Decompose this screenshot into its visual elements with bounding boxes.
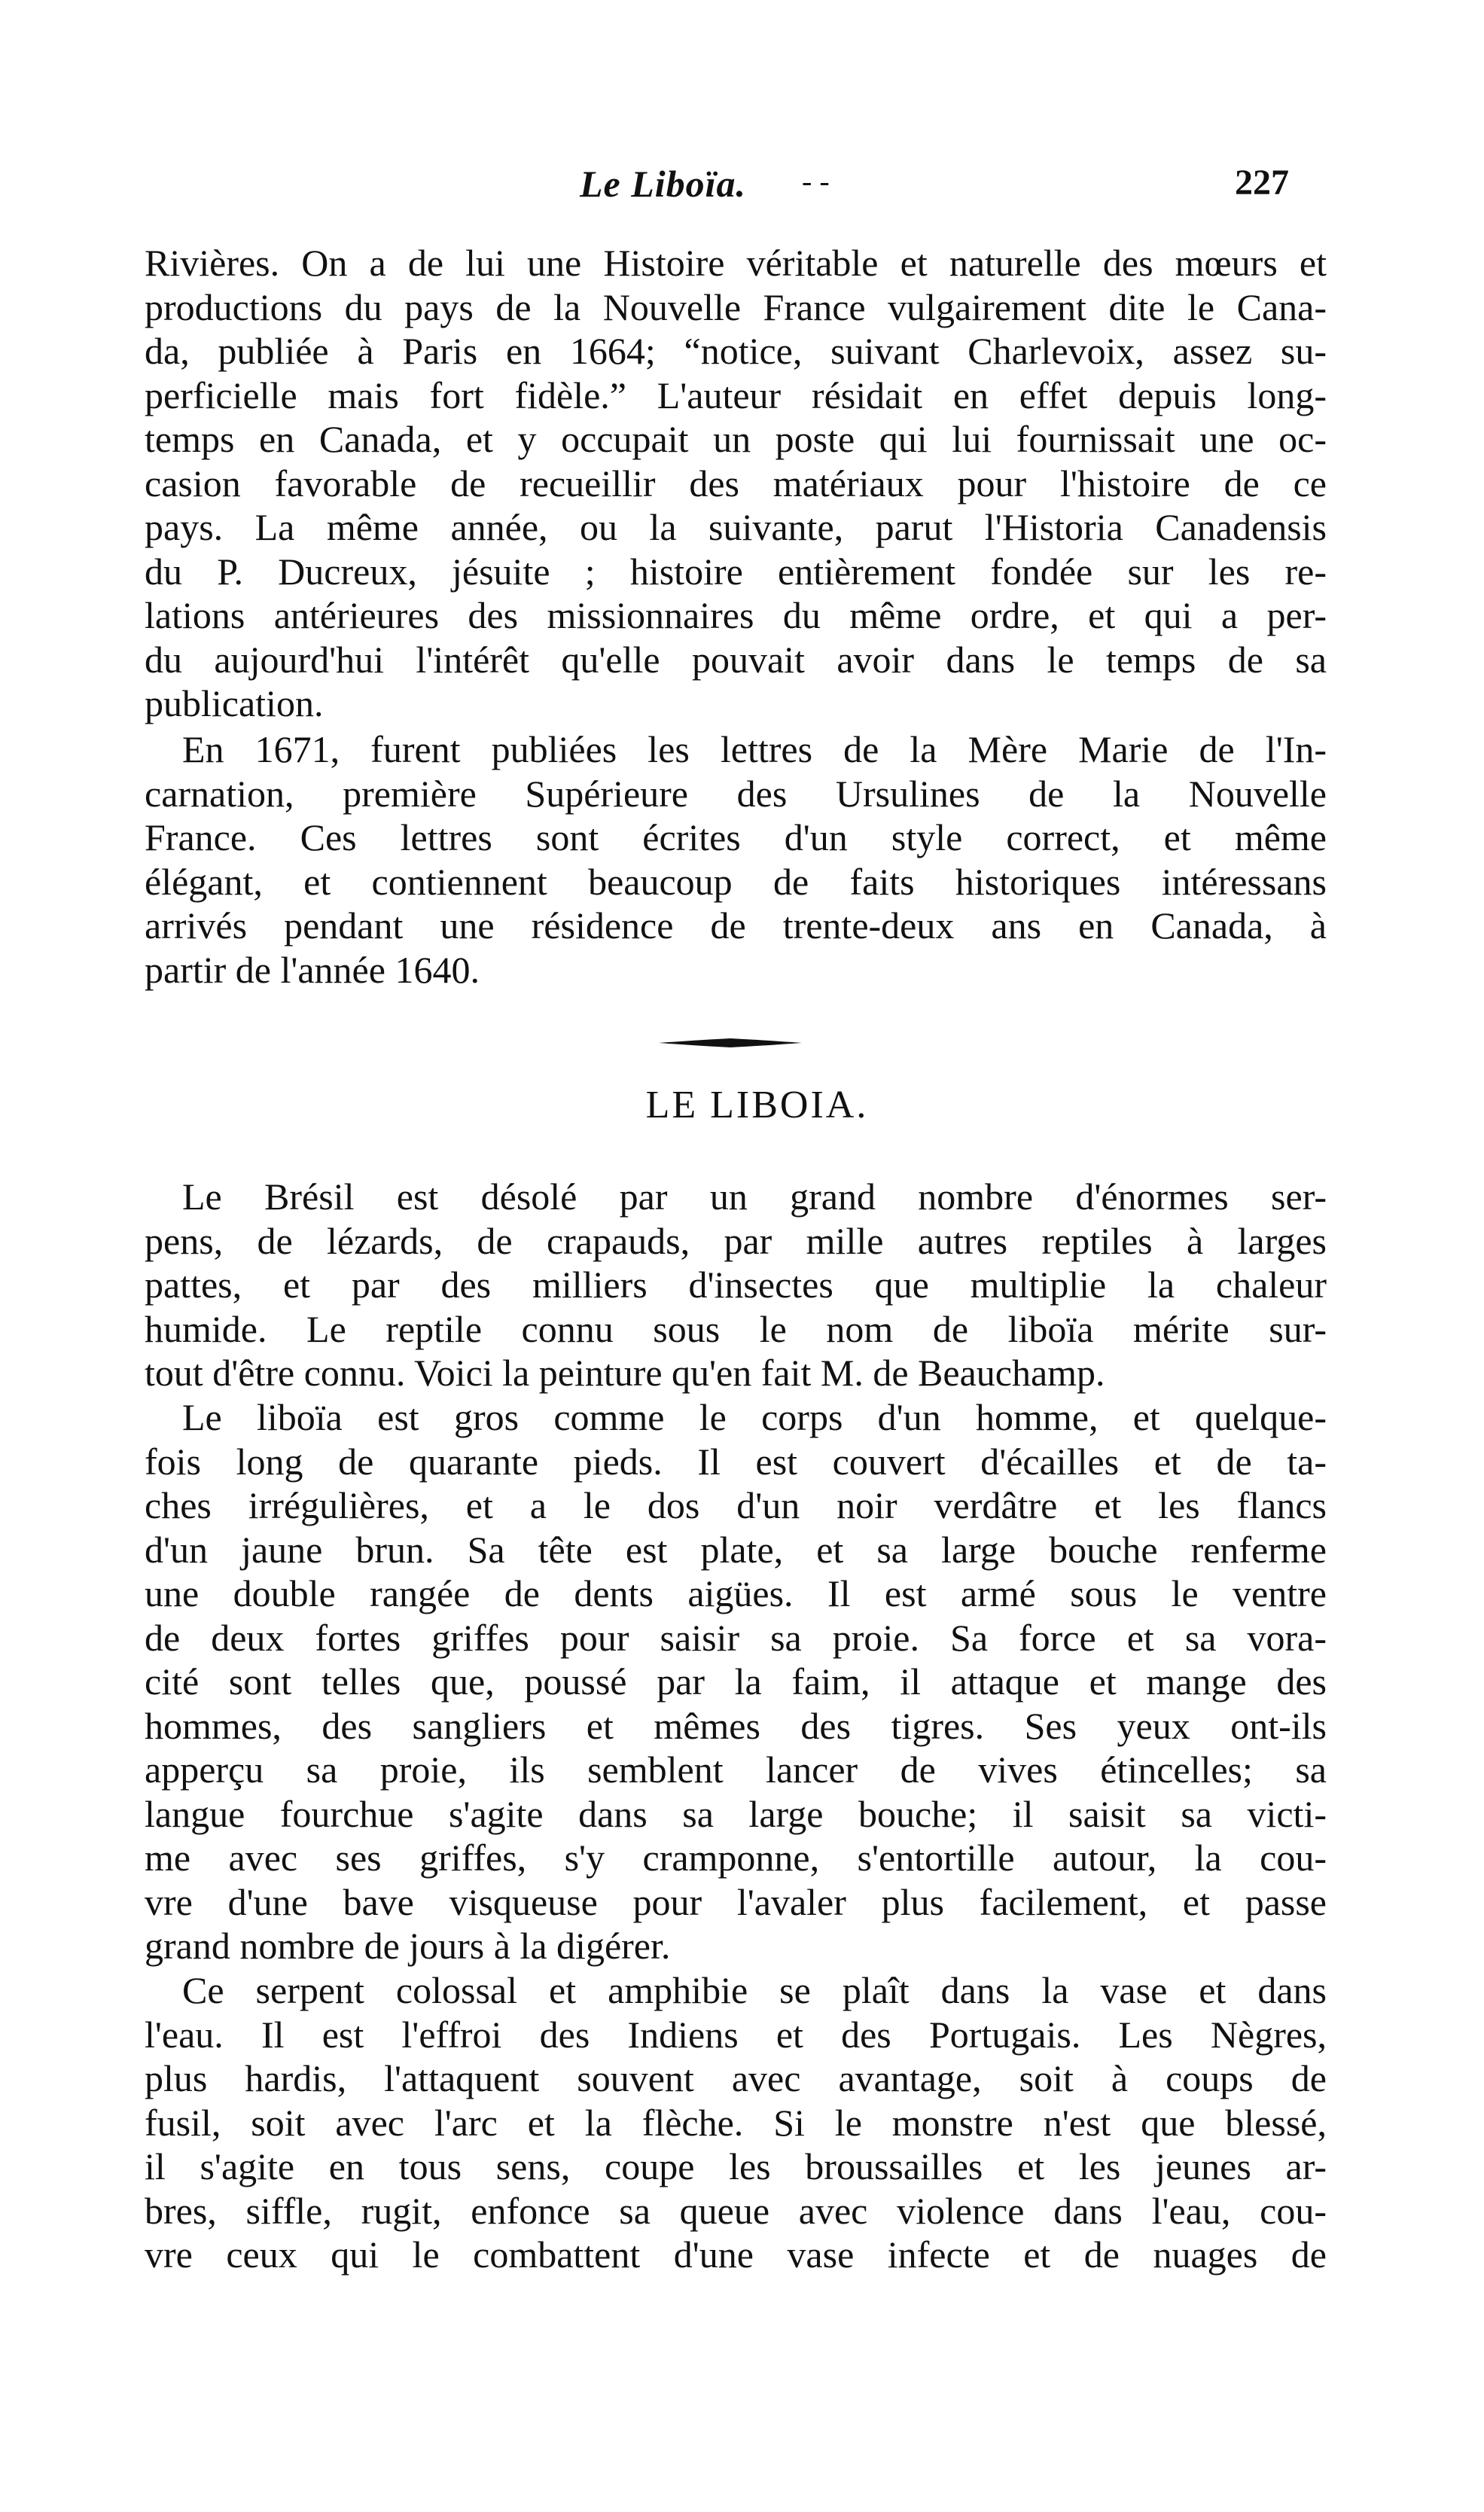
paragraph-bresil [145, 1175, 1327, 1395]
text-line: plus hardis, l'attaquent souvent avec avantage, soit à coups de [145, 2057, 1327, 2099]
text-line: me avec ses griffes, s'y cramponne, s'entortille autour, la cou- [145, 1837, 1327, 1879]
text-line: fusil, soit avec l'arc et la flèche. Si le monstre n'est que blessé, [145, 2101, 1327, 2144]
text-line: élégant, et contiennent beaucoup de faits historiques intéressans [145, 860, 1327, 903]
text-line: d'un jaune brun. Sa tête est plate, et sa large bouche renferme [145, 1528, 1327, 1571]
text-line: Le Brésil est désolé par un grand nombre d'énormes ser- [182, 1175, 1327, 1218]
text-line: perficielle mais fort fidèle.” L'auteur résidait en effet depuis long- [145, 373, 1327, 416]
text-line: pens, de lézards, de crapauds, par mille autres reptiles à larges [145, 1219, 1327, 1262]
paragraph-continuation [145, 241, 1327, 726]
text-line: une double rangée de dents aigües. Il est armé sous le ventre [145, 1572, 1327, 1614]
text-line: temps en Canada, et y occupait un poste qui lui fournissait une oc- [145, 418, 1327, 460]
text-line: apperçu sa proie, ils semblent lancer de vives étincelles; sa [145, 1748, 1327, 1791]
text-line: fois long de quarante pieds. Il est couvert d'écailles et de ta- [145, 1440, 1327, 1483]
text-line: lations antérieures des missionnaires du même ordre, et qui a per- [145, 594, 1327, 636]
text-line: En 1671, furent publiées les lettres de la Mère Marie de l'In- [182, 728, 1327, 770]
page-number: 227 [1235, 163, 1289, 203]
text-line: du P. Ducreux, jésuite ; histoire entièrement fondée sur les re- [145, 550, 1327, 593]
text-line: pattes, et par des milliers d'insectes que multiplie la chaleur [145, 1264, 1327, 1306]
running-head [0, 162, 1484, 215]
text-line: il s'agite en tous sens, coupe les broussailles et les jeunes ar- [145, 2145, 1327, 2187]
text-line: tout d'être connu. Voici la peinture qu'en fait M. de Beauchamp. [145, 1352, 1105, 1394]
paragraph-liboia-description [145, 1395, 1327, 1968]
text-line: de deux fortes griffes pour saisir sa proie. Sa force et sa vora- [145, 1616, 1327, 1659]
text-line: hommes, des sangliers et mêmes des tigres. Ses yeux ont-ils [145, 1704, 1327, 1747]
text-line: langue fourchue s'agite dans sa large bouche; il saisit sa victi- [145, 1792, 1327, 1835]
text-line: vre d'une bave visqueuse pour l'avaler plus facilement, et passe [145, 1880, 1327, 1923]
text-line: Le liboïa est gros comme le corps d'un homme, et quelque- [182, 1396, 1327, 1438]
ornament-divider [655, 1035, 806, 1050]
text-line: Rivières. On a de lui une Histoire véritable et naturelle des mœurs et [145, 242, 1327, 284]
text-line: humide. Le reptile connu sous le nom de liboïa mérite sur- [145, 1307, 1327, 1350]
running-head-dashes: - - [802, 164, 830, 198]
text-line: publication. [145, 682, 324, 724]
text-line: Ce serpent colossal et amphibie se plaît dans la vase et dans [182, 1969, 1327, 2011]
text-line: partir de l'année 1640. [145, 948, 480, 991]
text-line: vre ceux qui le combattent d'une vase infecte et de nuages de [145, 2233, 1327, 2276]
text-line: casion favorable de recueillir des matériaux pour l'histoire de ce [145, 462, 1327, 505]
text-line: carnation, première Supérieure des Ursulines de la Nouvelle [145, 772, 1327, 815]
text-line: l'eau. Il est l'effroi des Indiens et des Portugais. Les Nègres, [145, 2013, 1327, 2056]
text-line: grand nombre de jours à la digérer. [145, 1925, 671, 1967]
running-title: Le Liboïa. [580, 163, 747, 205]
text-line: da, publiée à Paris en 1664; “notice, suivant Charlevoix, assez su- [145, 330, 1327, 372]
text-line: du aujourd'hui l'intérêt qu'elle pouvait avoir dans le temps de sa [145, 638, 1327, 681]
paragraph-ursulines [145, 727, 1327, 992]
paragraph-serpent-colossal [145, 1968, 1327, 2277]
text-line: ches irrégulières, et a le dos d'un noir verdâtre et les flancs [145, 1484, 1327, 1526]
text-line: bres, siffle, rugit, enfonce sa queue avec violence dans l'eau, cou- [145, 2189, 1327, 2232]
text-line: arrivés pendant une résidence de trente-deux ans en Canada, à [145, 904, 1327, 947]
text-line: pays. La même année, ou la suivante, parut l'Historia Canadensis [145, 506, 1327, 548]
text-line: productions du pays de la Nouvelle France vulgairement dite le Cana- [145, 285, 1327, 328]
section-title: LE LIBOIA. [645, 1084, 869, 1126]
text-line: France. Ces lettres sont écrites d'un style correct, et même [145, 816, 1327, 858]
text-line: cité sont telles que, poussé par la faim, il attaque et mange des [145, 1660, 1327, 1703]
